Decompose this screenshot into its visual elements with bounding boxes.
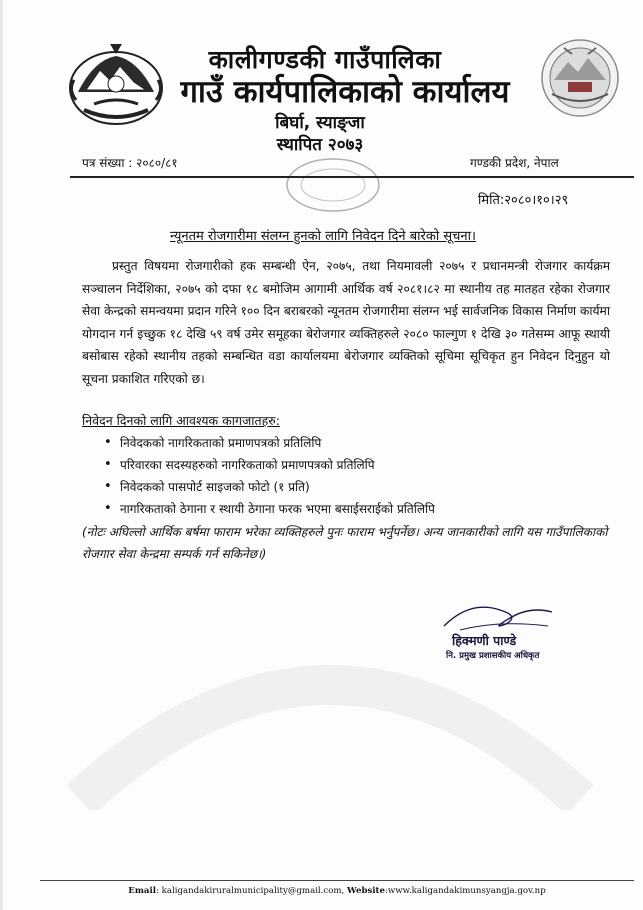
list-item-text: परिवारका सदस्यहरुको नागरिकताको प्रमाणपत्रको प्रतिलिपि (120, 458, 375, 472)
office-address: बिर्घा, स्याङ्जा (275, 113, 365, 133)
bullet-icon: • (104, 435, 112, 450)
email-label: Email (128, 886, 157, 896)
letter-number: पत्र संख्या : २०८०/८१ (82, 156, 178, 170)
list-item-text: निवेदकको पासपोर्ट साइजको फोटो (१ प्रति) (120, 480, 310, 494)
bullet-icon: • (104, 457, 112, 472)
website-link[interactable]: www.kaligandakimunsyangja.gov.np (387, 886, 546, 896)
signatory-title: नि. प्रमुख प्रशासकीय अधिकृत (446, 651, 540, 661)
list-item-text: नागरिकताको ठेगाना र स्थायी ठेगाना फरक भएमा बसाईसराईको प्रतिलिपि (120, 502, 435, 516)
list-item (104, 454, 604, 476)
requirements-heading: निवेदन दिनको लागि आवश्यक कागजातहरु: (82, 413, 280, 428)
signatory-name: हिक्मणी पाण्डे (452, 633, 517, 648)
footer-divider (40, 880, 634, 881)
office-name: कालीगण्डकी गाउँपालिका (208, 45, 442, 74)
list-item (104, 432, 604, 454)
footer-contact: Email: kaligandakiruralmunicipality@gmail.com, Website:www.kaligandakimunsyangja.gov.np (128, 886, 546, 896)
notice-body: प्रस्तुत विषयमा रोजगारीको हक सम्बन्धी ऐन, २०७५, तथा नियमावली २०७५ र प्रधानमन्त्री रोजगार कार्यक्रम सञ्चालन निर्देशिका, २०७५ को दफा १८ बमोजिम आगामी आर्थिक वर्ष २०८१।८२ मा स्थानीय तह मातहत रहेका रोजगार सेवा केन्द्रको समन्वयमा प्रदान गरिने १०० दिन बराबरको न्यूनतम रोजगारीमा संलग्न भई सार्वजनिक विकास निर्माण कार्यमा योगदान गर्न इच्छुक १८ देखि ५९ वर्ष उमेर समूहका बेरोजगार व्यक्तिहरुले २०८० फाल्गुण १ देखि ३० गतेसम्म आफू स्थायी बसोबास रहेको स्थानीय तहको सम्बन्धित वडा कार्यालयमा बेरोजगार व्यक्तिको सूचिमा सूचिकृत हुन निवेदन दिनुहुन यो सूचना प्रकाशित गरिएको छ। (82, 259, 610, 386)
list-item-text: निवेदकको नागरिकताको प्रमाणपत्रको प्रतिलिपि (120, 436, 322, 450)
header-divider (70, 176, 634, 178)
scan-edge (0, 0, 3, 910)
municipality-logo-icon (540, 36, 620, 120)
bullet-icon: • (104, 479, 112, 494)
list-item (104, 498, 604, 520)
list-item (104, 476, 604, 498)
bullet-icon: • (104, 501, 112, 516)
email-link[interactable]: kaligandakiruralmunicipality@gmail.com, (161, 886, 345, 896)
province: गण्डकी प्रदेश, नेपाल (470, 156, 559, 170)
office-title: गाउँ कार्यपालिकाको कार्यालय (180, 74, 510, 110)
established-year: स्थापित २०७३ (276, 135, 364, 155)
letter-date: मिति:२०८०।१०।२९ (478, 193, 569, 208)
watermark-emblem-icon (60, 610, 600, 810)
notice-subject: न्यूनतम रोजगारीमा संलग्न हुनको लागि निवेदन दिने बारेको सूचना। (170, 229, 476, 244)
website-label: Website (347, 886, 385, 896)
requirements-list (104, 432, 604, 520)
office-stamp-icon (278, 150, 388, 220)
notice-note: (नोटः अघिल्लो आर्थिक बर्षमा फाराम भरेका व्यक्तिहरुले पुनः फाराम भर्नुपर्नेछ। अन्य जानकारीको लागि यस गाउँपालिकाको रोजगार सेवा केन्द्रमा सम्पर्क गर्न सकिनेछ।) (82, 525, 608, 561)
signature-icon (440, 596, 560, 636)
